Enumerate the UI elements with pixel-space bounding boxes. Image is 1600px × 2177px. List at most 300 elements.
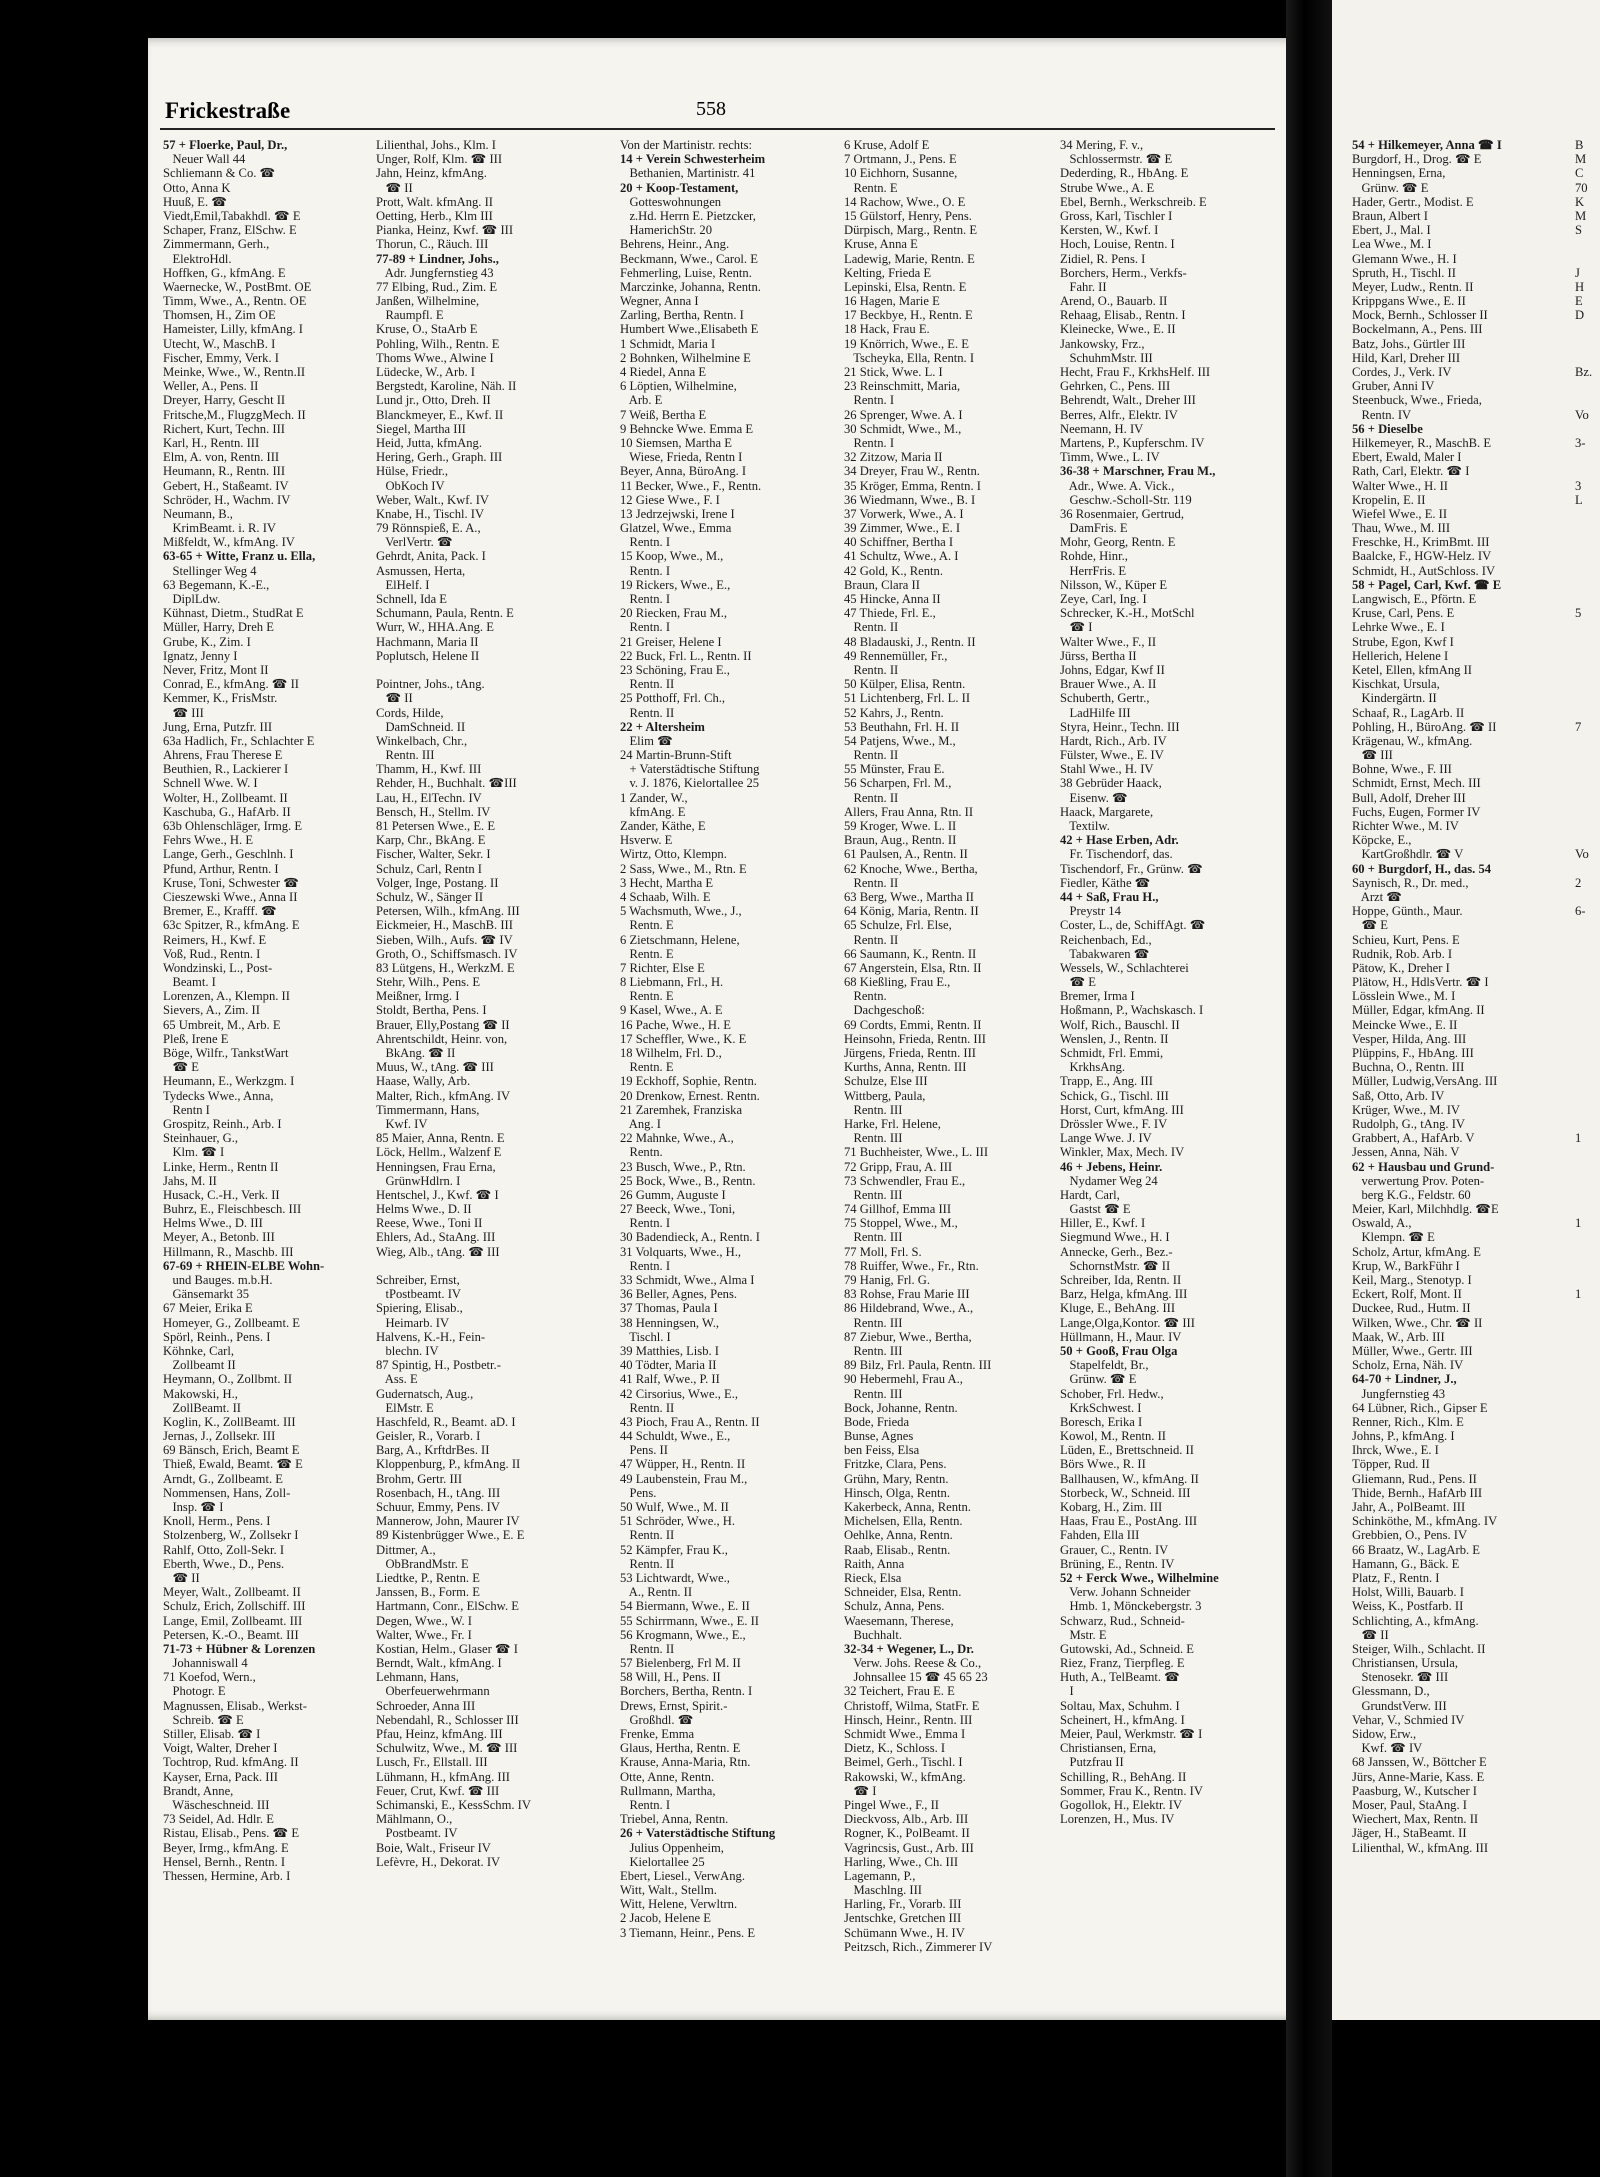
directory-entry-line: Adr. Jungfernstieg 43 — [376, 265, 494, 280]
directory-entry-line: DamFris. E — [1060, 521, 1128, 536]
directory-entry-line — [1575, 975, 1600, 989]
directory-entry-line: Degen, Wwe., W. I — [376, 1613, 472, 1628]
directory-entry-line: ObKoch IV — [376, 478, 445, 493]
directory-entry-line: Witt, Helene, Verwltrn. — [620, 1897, 738, 1912]
directory-entry-line: 4 Schaab, Wilh. E — [620, 889, 711, 904]
directory-entry-line: 44 Schuldt, Wwe., E., — [620, 1429, 731, 1444]
directory-entry-line: Lösslein Wwe., M. I — [1352, 989, 1456, 1004]
directory-entry-line: Kluge, E., BehAng. III — [1060, 1301, 1176, 1316]
directory-entry-line: Siegel, Martha III — [376, 421, 466, 436]
directory-entry-line — [376, 663, 581, 677]
directory-entry-line: Hillmann, R., Maschb. III — [163, 1244, 294, 1259]
directory-entry-line — [1575, 734, 1600, 748]
directory-entry-line: Rentn. II — [844, 748, 899, 763]
directory-entry-line: 2 Sass, Wwe., M., Rtn. E — [620, 861, 747, 876]
directory-entry-line: Bremer, E., Krafff. ☎ — [163, 904, 277, 919]
directory-entry-line: Timm, Wwe., A., Rentn. OE — [163, 294, 307, 309]
directory-entry-line: Barg, A., KrftdrBes. II — [376, 1443, 490, 1458]
directory-entry-line — [1575, 989, 1600, 1003]
directory-entry-line: Lagemann, P., — [844, 1868, 916, 1883]
directory-entry-line: 68 Kießling, Frau E., — [844, 975, 951, 990]
directory-entry-line: Gotteswohnungen — [620, 194, 722, 209]
directory-entry-line: 23 Reinschmitt, Maria, — [844, 379, 961, 394]
directory-entry-line: 3 — [1575, 478, 1582, 493]
directory-entry-line — [376, 1259, 581, 1273]
directory-entry-line: Müller, Harry, Dreh E — [163, 620, 274, 635]
directory-entry-line — [1575, 677, 1600, 691]
directory-entry-line: 4 Riedel, Anna E — [620, 365, 707, 379]
directory-entry-line: Verw. Johann Schneider — [1060, 1585, 1191, 1600]
directory-entry-line: 21 Stick, Wwe. L. I — [844, 365, 943, 379]
directory-entry-line: Bull, Adolf, Dreher III — [1352, 790, 1466, 805]
directory-entry-line: Hoffken, G., kfmAng. E — [163, 265, 286, 280]
directory-entry-line: 69 Cordts, Emmi, Rentn. II — [844, 1017, 982, 1032]
directory-entry-line: Hinsch, Heinr., Rentn. III — [844, 1712, 973, 1727]
directory-entry-line: Ebert, Ewald, Maler I — [1352, 450, 1462, 465]
directory-entry-line: D — [1575, 308, 1585, 323]
directory-entry-line: Kruse, O., StaArb E — [376, 322, 478, 337]
directory-entry-line: 17 Beckbye, H., Rentn. E — [844, 308, 973, 323]
directory-entry-line: 85 Maier, Anna, Rentn. E — [376, 1131, 505, 1146]
directory-entry-line: Gogollok, H., Elektr. IV — [1060, 1797, 1183, 1812]
directory-entry-line — [1575, 322, 1600, 336]
directory-entry-line: Strube Wwe., A. E — [1060, 180, 1155, 195]
directory-entry-line: GrünwHdlrn. I — [376, 1173, 461, 1188]
directory-entry-line: Köpcke, E., — [1352, 833, 1412, 848]
directory-entry-line: 36-38 + Marschner, Frau M., — [1060, 464, 1216, 479]
directory-entry-line: Schmidt, Ernst, Mech. III — [1352, 776, 1481, 791]
directory-entry-line: Walter Wwe., H. II — [1352, 478, 1448, 493]
directory-entry-line: Prott, Walt. kfmAng. II — [376, 194, 493, 209]
directory-entry-line: 49 Rennemüller, Fr., — [844, 648, 948, 663]
directory-entry-line: 7 Ortmann, J., Pens. E — [844, 152, 957, 167]
directory-entry-line: LadHilfe III — [1060, 705, 1131, 720]
directory-entry-line: Conrad, E., kfmAng. ☎ II — [163, 677, 300, 692]
directory-entry-line: ☎ II — [376, 180, 413, 195]
directory-entry-line — [1575, 890, 1600, 904]
directory-entry-line: Knoll, Herm., Pens. I — [163, 1514, 271, 1529]
directory-entry-line: 61 Paulsen, A., Rentn. II — [844, 847, 968, 862]
directory-entry-line: ObBrandMstr. E — [376, 1556, 469, 1571]
directory-entry-line: 63 Berg, Wwe., Martha II — [844, 889, 974, 904]
directory-entry-line: S — [1575, 223, 1583, 238]
directory-entry-line: Haase, Wally, Arb. — [376, 1074, 471, 1089]
directory-entry-line: 19 Eckhoff, Sophie, Rentn. — [620, 1074, 757, 1089]
directory-entry-line: Grebbien, O., Pens. IV — [1352, 1528, 1468, 1543]
directory-entry-line: DamSchneid. II — [376, 719, 466, 734]
directory-entry-line: Gutowski, Ad., Schneid. E — [1060, 1641, 1194, 1656]
directory-entry-line — [1575, 1202, 1600, 1216]
directory-entry-line: 48 Bladauski, J., Rentn. II — [844, 634, 976, 649]
directory-entry-line: Sievers, A., Zim. II — [163, 1003, 260, 1018]
directory-entry-line: Harke, Frl. Helene, — [844, 1116, 941, 1131]
directory-entry-line: verwertung Prov. Poten- — [1352, 1173, 1485, 1188]
directory-entry-line: Horst, Curt, kfmAng. III — [1060, 1102, 1184, 1117]
directory-entry-line: Trapp, E., Ang. III — [1060, 1074, 1153, 1089]
directory-entry-line: Gehrken, C., Pens. III — [1060, 379, 1171, 394]
directory-entry-line: 50 + Gooß, Frau Olga — [1060, 1343, 1178, 1358]
directory-entry-line: Tydecks Wwe., Anna, — [163, 1088, 274, 1103]
directory-entry-line: 10 Eichhorn, Susanne, — [844, 166, 958, 181]
directory-entry-line: Meyer, Ludw., Rentn. II — [1352, 279, 1474, 294]
directory-entry-line: 34 Dreyer, Frau W., Rentn. — [844, 464, 980, 479]
directory-entry-line: 34 Mering, F. v., — [1060, 138, 1144, 152]
directory-entry-line: Fischer, Emmy, Verk. I — [163, 350, 279, 365]
directory-entry-line: Grünw. ☎ E — [1060, 1372, 1137, 1387]
directory-entry-line: Krause, Anna-Maria, Rtn. — [620, 1755, 751, 1770]
directory-entry-line: Kobarg, H., Zim. III — [1060, 1500, 1163, 1514]
directory-entry-line: Zarling, Bertha, Rentn. I — [620, 308, 744, 323]
directory-entry-line: GrundstVerw. III — [1352, 1698, 1447, 1713]
directory-entry-line: 18 Hack, Frau E. — [844, 322, 930, 337]
directory-entry-line: Schlossermstr. ☎ E — [1060, 152, 1173, 167]
directory-entry-line: 26 Sprenger, Wwe. A. I — [844, 407, 963, 422]
directory-entry-line — [1575, 1103, 1600, 1117]
directory-entry-line: Hartmann, Conr., ElSchw. E — [376, 1599, 519, 1614]
directory-entry-line: Johns, Edgar, Kwf II — [1060, 662, 1165, 677]
directory-entry-line: Helms Wwe., D. II — [376, 1202, 472, 1217]
directory-entry-line: Hameister, Lilly, kfmAng. I — [163, 322, 303, 337]
directory-entry-line: Wilken, Wwe., Chr. ☎ II — [1352, 1315, 1483, 1330]
directory-entry-line: Plätow, H., HdlsVertr. ☎ I — [1352, 975, 1489, 990]
directory-entry-line: Hsverw. E — [620, 833, 673, 848]
directory-entry-line: Storbeck, W., Schneid. III — [1060, 1485, 1191, 1500]
directory-entry-line: Grauer, C., Rentn. IV — [1060, 1542, 1169, 1557]
directory-entry-line: Borchers, Bertha, Rentn. I — [620, 1684, 753, 1699]
directory-entry-line: Schmidt, Frl. Emmi, — [1060, 1046, 1164, 1060]
directory-entry-line: Hardt, Carl, — [1060, 1187, 1120, 1202]
directory-entry-line — [1575, 1117, 1600, 1131]
directory-entry-line: 30 Schmidt, Wwe., M., — [844, 421, 962, 436]
directory-entry-line: Dachgeschoß: — [844, 1003, 925, 1018]
directory-entry-line: Schrecker, K.-H., MotSchl — [1060, 606, 1195, 621]
directory-entry-line — [1575, 1174, 1600, 1188]
directory-entry-line: Nilsson, W., Küper E — [1060, 577, 1168, 592]
directory-entry-line: Schümann Wwe., H. IV — [844, 1925, 965, 1940]
directory-entry-line: Zidiel, R. Pens. I — [1060, 251, 1146, 266]
directory-entry-line: Bergstedt, Karoline, Näh. II — [376, 379, 517, 394]
directory-entry-line — [1575, 1273, 1600, 1287]
directory-entry-line: 67 Meier, Erika E — [163, 1301, 253, 1316]
directory-entry-line: 55 Münster, Frau E. — [844, 762, 945, 777]
directory-entry-line: Grünw. ☎ E — [1352, 180, 1429, 195]
directory-entry-line: 32 Teichert, Frau E. E — [844, 1684, 955, 1699]
directory-entry-line: 22 + Altersheim — [620, 719, 705, 734]
directory-entry-line: Schulz, Carl, Rentn I — [376, 861, 482, 876]
directory-entry-line: Makowski, H., — [163, 1386, 238, 1401]
directory-entry-line: Jung, Erna, Putzfr. III — [163, 719, 273, 734]
directory-entry-line: Berndt, Walt., kfmAng. I — [376, 1656, 502, 1671]
directory-entry-line: Buchna, O., Rentn. III — [1352, 1060, 1465, 1075]
directory-entry-line — [1575, 252, 1600, 266]
directory-entry-line: 87 Spintig, H., Postbetr.- — [376, 1358, 501, 1373]
directory-entry-line: Jankowsky, Frz., — [1060, 336, 1145, 351]
directory-entry-line: 22 Mahnke, Wwe., A., — [620, 1131, 734, 1146]
directory-entry-line: Winkelbach, Chr., — [376, 733, 468, 748]
directory-entry-line: ☎ E — [1060, 975, 1096, 990]
directory-entry-line: Oetting, Herb., Klm III — [376, 208, 493, 223]
directory-entry-line — [1575, 549, 1600, 563]
directory-entry-line: 31 Volquarts, Wwe., H., — [620, 1244, 742, 1259]
directory-entry-line: J — [1575, 265, 1580, 280]
directory-entry-line: Ballhausen, W., kfmAng. II — [1060, 1471, 1199, 1486]
directory-entry-line: 55 Schirrmann, Wwe., E. II — [620, 1613, 759, 1628]
directory-entry-line: Wenslen, J., Rentn. II — [1060, 1031, 1169, 1046]
directory-entry-line: Dreyer, Harry, Gescht II — [163, 393, 286, 408]
directory-entry-line: Rentn. E — [844, 180, 898, 195]
directory-entry-line: Johanniswall 4 — [163, 1656, 248, 1671]
directory-entry-line: Fehmerling, Luise, Rentn. — [620, 265, 752, 280]
directory-entry-line: Plüppins, F., HbAng. III — [1352, 1046, 1474, 1060]
column-6 — [1352, 138, 1572, 1855]
directory-entry-line: Asmussen, Herta, — [376, 563, 466, 578]
directory-entry-line: Schober, Frl. Hedw., — [1060, 1386, 1164, 1401]
directory-entry-line: Thomsen, H., Zim OE — [163, 308, 276, 323]
directory-entry-line: Sieben, Wilh., Aufs. ☎ IV — [376, 932, 513, 947]
directory-entry-line: Thamm, H., Kwf. III — [376, 762, 482, 777]
directory-entry-line: Liedtke, P., Rentn. E — [376, 1570, 480, 1585]
directory-entry-line: Ebert, J., Mal. I — [1352, 223, 1431, 238]
directory-entry-line: 56 Krogmann, Wwe., E., — [620, 1627, 746, 1642]
book-gutter — [1286, 0, 1332, 2177]
directory-entry-line: Eickmeier, H., MaschB. III — [376, 918, 513, 933]
directory-entry-line: Rentn. II — [620, 1400, 675, 1415]
directory-entry-line: Wittberg, Paula, — [844, 1088, 926, 1103]
directory-entry-line: Pianka, Heinz, Kwf. ☎ III — [376, 223, 514, 238]
directory-entry-line: Krägenau, W., kfmAng. — [1352, 733, 1473, 748]
directory-entry-line: 56 Scharpen, Frl. M., — [844, 776, 952, 791]
directory-entry-line: 5 Wachsmuth, Wwe., J., — [620, 904, 742, 919]
directory-entry-line: Kruse, Carl, Pens. E — [1352, 606, 1455, 621]
directory-entry-line: Kakerbeck, Anna, Rentn. — [844, 1500, 971, 1514]
directory-entry-line: Knabe, H., Tischl. IV — [376, 506, 485, 521]
directory-entry-line — [1575, 649, 1600, 663]
directory-entry-line: 23 Busch, Wwe., P., Rtn. — [620, 1159, 746, 1174]
directory-entry-line: ben Feiss, Elsa — [844, 1443, 920, 1458]
directory-entry-line: Mißfeldt, W., kfmAng. IV — [163, 535, 295, 550]
directory-entry-line: 14 Rachow, Wwe., O. E — [844, 194, 966, 209]
directory-entry-line — [1575, 521, 1600, 535]
directory-entry-line: Braun, Aug., Rentn. II — [844, 833, 957, 848]
directory-entry-line: 65 Umbreit, M., Arb. E — [163, 1017, 281, 1032]
directory-entry-line: Hellerich, Helene I — [1352, 648, 1449, 663]
directory-entry-line: Tscheyka, Ella, Rentn. I — [844, 350, 975, 365]
directory-entry-line: Dittmer, A., — [376, 1542, 436, 1557]
directory-entry-line: Groth, O., Schiffsmasch. IV — [376, 946, 518, 961]
directory-entry-line: Rieck, Elsa — [844, 1570, 902, 1585]
directory-entry-line: Eckert, Rolf, Mont. II — [1352, 1287, 1462, 1302]
directory-entry-line: Wäscheschneid. III — [163, 1797, 270, 1812]
directory-entry-line: Walter Wwe., F., II — [1060, 634, 1157, 649]
directory-entry-line: Brohm, Gertr. III — [376, 1471, 463, 1486]
directory-entry-line: Müller, Wwe., Gertr. III — [1352, 1343, 1473, 1358]
directory-entry-line: Jahs, M. II — [163, 1173, 217, 1188]
directory-entry-line: Großhdl. ☎ — [620, 1712, 694, 1727]
directory-entry-line: Jungfernstieg 43 — [1352, 1386, 1446, 1401]
directory-entry-line: Elm, A. von, Rentn. III — [163, 450, 280, 465]
directory-entry-line: Rentn. II — [620, 1641, 675, 1656]
directory-entry-line: Mannerow, John, Maurer IV — [376, 1514, 520, 1529]
directory-entry-line: Rentn. III — [844, 1386, 903, 1401]
directory-entry-line: Henningsen, Erna, — [1352, 166, 1446, 181]
directory-entry-line: Pfau, Heinz, kfmAng. III — [376, 1727, 503, 1741]
directory-entry-line: kfmAng. E — [620, 804, 686, 819]
directory-entry-line: Oehlke, Anna, Rentn. — [844, 1528, 953, 1543]
directory-entry-line: 36 Beller, Agnes, Pens. — [620, 1287, 738, 1302]
directory-entry-line: Wiese, Frieda, Rentn I — [620, 450, 743, 465]
directory-entry-line: Maschlng. III — [844, 1883, 922, 1898]
directory-entry-line: Vesper, Hilda, Ang. III — [1352, 1031, 1467, 1046]
directory-entry-line: Wurr, W., HHA.Ang. E — [376, 620, 494, 635]
directory-entry-line: Schmidt, H., AutSchloss. IV — [1352, 563, 1496, 578]
directory-entry-line: 64 König, Maria, Rentn. II — [844, 904, 979, 919]
directory-entry-line: Eberth, Wwe., D., Pens. — [163, 1556, 285, 1571]
directory-entry-line: 20 + Koop-Testament, — [620, 180, 739, 195]
directory-entry-line: Cords, Hilde, — [376, 705, 444, 720]
directory-entry-line: 42 Gold, K., Rentn. — [844, 563, 943, 578]
directory-entry-line: 47 Wüpper, H., Rentn. II — [620, 1457, 746, 1472]
directory-entry-line: 58 Will, H., Pens. II — [620, 1670, 721, 1685]
directory-entry-line: Thau, Wwe., M. III — [1352, 521, 1451, 536]
directory-entry-line: Neumann, B., — [163, 506, 233, 521]
directory-entry-line — [1575, 592, 1600, 606]
directory-entry-line: Malter, Rich., kfmAng. IV — [376, 1088, 511, 1103]
directory-entry-line: 74 Gillhof, Emma III — [844, 1202, 952, 1217]
directory-entry-line: Rentn. II — [620, 1556, 675, 1571]
directory-entry-line — [1575, 635, 1600, 649]
directory-entry-line: Heid, Jutta, kfmAng. — [376, 435, 482, 450]
directory-entry-line: Gehrdt, Anita, Pack. I — [376, 549, 486, 564]
directory-entry-line: Beuthien, R., Lackierer I — [163, 762, 289, 777]
directory-entry-line: B — [1575, 138, 1584, 152]
directory-entry-line — [1575, 748, 1600, 762]
directory-entry-line: Putzfrau II — [1060, 1755, 1124, 1770]
directory-entry-line: Riez, Franz, Tierpfleg. E — [1060, 1656, 1185, 1671]
directory-entry-line: Schroeder, Anna III — [376, 1698, 476, 1713]
directory-entry-line: Textilw. — [1060, 819, 1110, 833]
directory-entry-line: Feuer, Crut, Kwf. ☎ III — [376, 1783, 500, 1798]
directory-entry-line: Annecke, Gerh., Bez.- — [1060, 1244, 1173, 1259]
directory-entry-line: Janßen, Wilhelmine, — [376, 294, 480, 309]
directory-entry-line: Beamt. I — [163, 975, 216, 990]
directory-entry-line: 63c Spitzer, R., kfmAng. E — [163, 918, 300, 933]
directory-entry-line: Kindergärtn. II — [1352, 691, 1437, 706]
directory-entry-line: Rentn. I — [620, 1797, 671, 1812]
directory-entry-line: Hilkemeyer, R., MaschB. E — [1352, 435, 1492, 450]
directory-entry-line: Ebel, Bernh., Werkschreib. E — [1060, 194, 1207, 209]
directory-entry-line: 90 Hebermehl, Frau A., — [844, 1372, 963, 1387]
directory-entry-line: A., Rentn. II — [620, 1585, 693, 1600]
directory-entry-line: Stoldt, Bertha, Pens. I — [376, 1003, 487, 1018]
directory-entry-line: Jürgens, Frieda, Rentn. III — [844, 1046, 976, 1060]
directory-entry-line: 77 Moll, Frl. S. — [844, 1244, 922, 1259]
directory-entry-line: Schwarz, Rud., Schneid- — [1060, 1613, 1185, 1628]
directory-entry-line: KartGroßhdlr. ☎ V — [1352, 847, 1464, 862]
directory-entry-line: 52 Kahrs, J., Rentn. — [844, 705, 944, 720]
directory-entry-line: Lange, Emil, Zollbeamt. III — [163, 1613, 303, 1628]
directory-entry-line: Hecht, Frau F., KrkhsHelf. III — [1060, 365, 1211, 379]
directory-entry-line: 9 Behncke Wwe. Emma E — [620, 421, 754, 436]
directory-entry-line: Dietz, K., Schloss. I — [844, 1741, 946, 1756]
directory-entry-line: 69 Bänsch, Erich, Beamt E — [163, 1443, 300, 1458]
directory-entry-line: Batz, Johs., Gürtler III — [1352, 336, 1466, 351]
directory-entry-line: 1 Zander, W., — [620, 790, 688, 805]
directory-entry-line: Schinköthe, M., kfmAng. IV — [1352, 1514, 1498, 1529]
directory-entry-line: Marczinke, Johanna, Rentn. — [620, 279, 761, 294]
directory-entry-line: Cordes, J., Verk. IV — [1352, 365, 1452, 379]
directory-entry-line: Geisler, R., Vorarb. I — [376, 1429, 481, 1444]
directory-entry-line: KrkSchwest. I — [1060, 1400, 1142, 1415]
directory-entry-line: 50 Külper, Elisa, Rentn. — [844, 677, 966, 692]
directory-entry-line: Steinhauer, G., — [163, 1131, 239, 1146]
directory-entry-line: 67-69 + RHEIN-ELBE Wohn- — [163, 1258, 325, 1273]
directory-entry-line — [1575, 833, 1600, 847]
directory-entry-line: 7 Richter, Else E — [620, 960, 705, 975]
directory-entry-line: 60 + Burgdorf, H., das. 54 — [1352, 861, 1492, 876]
directory-entry-line: Hiller, E., Kwf. I — [1060, 1216, 1146, 1231]
directory-entry-line: ☎ E — [1352, 918, 1388, 933]
directory-entry-line: Voß, Rud., Rentn. I — [163, 946, 261, 961]
directory-entry-line: Bock, Johanne, Rentn. — [844, 1400, 958, 1415]
directory-entry-line: Mählmann, O., — [376, 1812, 453, 1827]
directory-entry-line: 79 Hanig, Frl. G. — [844, 1273, 931, 1287]
directory-entry-line: 67 Angerstein, Elsa, Rtn. II — [844, 960, 982, 975]
directory-entry-line: + Vaterstädtische Stiftung — [620, 762, 760, 777]
directory-entry-line: Dürpisch, Marg., Rentn. E — [844, 223, 978, 238]
directory-entry-line: Zimmermann, Gerh., — [163, 237, 270, 252]
directory-entry-line: Müller, Ludwig,VersAng. III — [1352, 1074, 1498, 1089]
directory-entry-line: Jernas, J., Zollsekr. III — [163, 1429, 276, 1444]
directory-entry-line: Nommensen, Hans, Zoll- — [163, 1485, 291, 1500]
directory-entry-line — [1575, 706, 1600, 720]
directory-entry-line: Humbert Wwe.,Elisabeth E — [620, 322, 759, 337]
directory-entry-line: Never, Fritz, Mont II — [163, 662, 269, 677]
directory-entry-line — [1575, 1046, 1600, 1060]
directory-entry-line: Schieu, Kurt, Pens. E — [1352, 932, 1460, 947]
directory-entry-line: Neuer Wall 44 — [163, 152, 246, 167]
directory-entry-line: Schulze, Else III — [844, 1074, 928, 1089]
directory-entry-line: Johns, P., kfmAng. I — [1352, 1429, 1455, 1444]
directory-entry-line: Insp. ☎ I — [163, 1500, 224, 1514]
directory-entry-line: 1 — [1575, 1131, 1582, 1146]
directory-entry-line: Rentn. I — [844, 393, 895, 408]
directory-entry-line: Stapelfeldt, Br., — [1060, 1358, 1149, 1373]
directory-entry-line: Stiller, Elisab. ☎ I — [163, 1727, 261, 1741]
directory-entry-line: ☎ II — [1352, 1627, 1389, 1642]
directory-entry-line: Rehder, H., Buchhalt. ☎III — [376, 776, 517, 791]
directory-entry-line: 36 Rosenmaier, Gertrud, — [1060, 506, 1185, 521]
directory-entry-line: Rentn. I — [620, 1258, 671, 1273]
directory-entry-line: Spörl, Reinh., Pens. I — [163, 1329, 271, 1344]
directory-entry-line: Thorun, C., Räuch. III — [376, 237, 489, 252]
directory-entry-line: Pohling, H., BüroAng. ☎ II — [1352, 719, 1497, 734]
directory-entry-line: Thide, Bernh., HafArb III — [1352, 1485, 1483, 1500]
directory-entry-line — [1575, 464, 1600, 478]
directory-entry-line — [1575, 237, 1600, 251]
directory-entry-line — [1575, 422, 1600, 436]
directory-entry-line: Pätow, K., Dreher I — [1352, 960, 1450, 975]
directory-entry-line: Glatzel, Wwe., Emma — [620, 521, 732, 536]
directory-entry-line: HamerichStr. 20 — [620, 223, 712, 238]
directory-entry-line: 47 Thiede, Frl. E., — [844, 606, 936, 621]
directory-entry-line: Pens. — [620, 1485, 657, 1500]
directory-entry-line: Beyer, Irmg., kfmAng. E — [163, 1840, 289, 1855]
directory-entry-line: Vo — [1575, 847, 1589, 862]
directory-entry-line: Hinsch, Olga, Rentn. — [844, 1485, 950, 1500]
directory-entry-line: Gruber, Anni IV — [1352, 379, 1435, 394]
directory-entry-line: Petersen, K.-O., Beamt. III — [163, 1627, 299, 1642]
directory-entry-line: Tischendorf, Fr., Grünw. ☎ — [1060, 861, 1203, 876]
